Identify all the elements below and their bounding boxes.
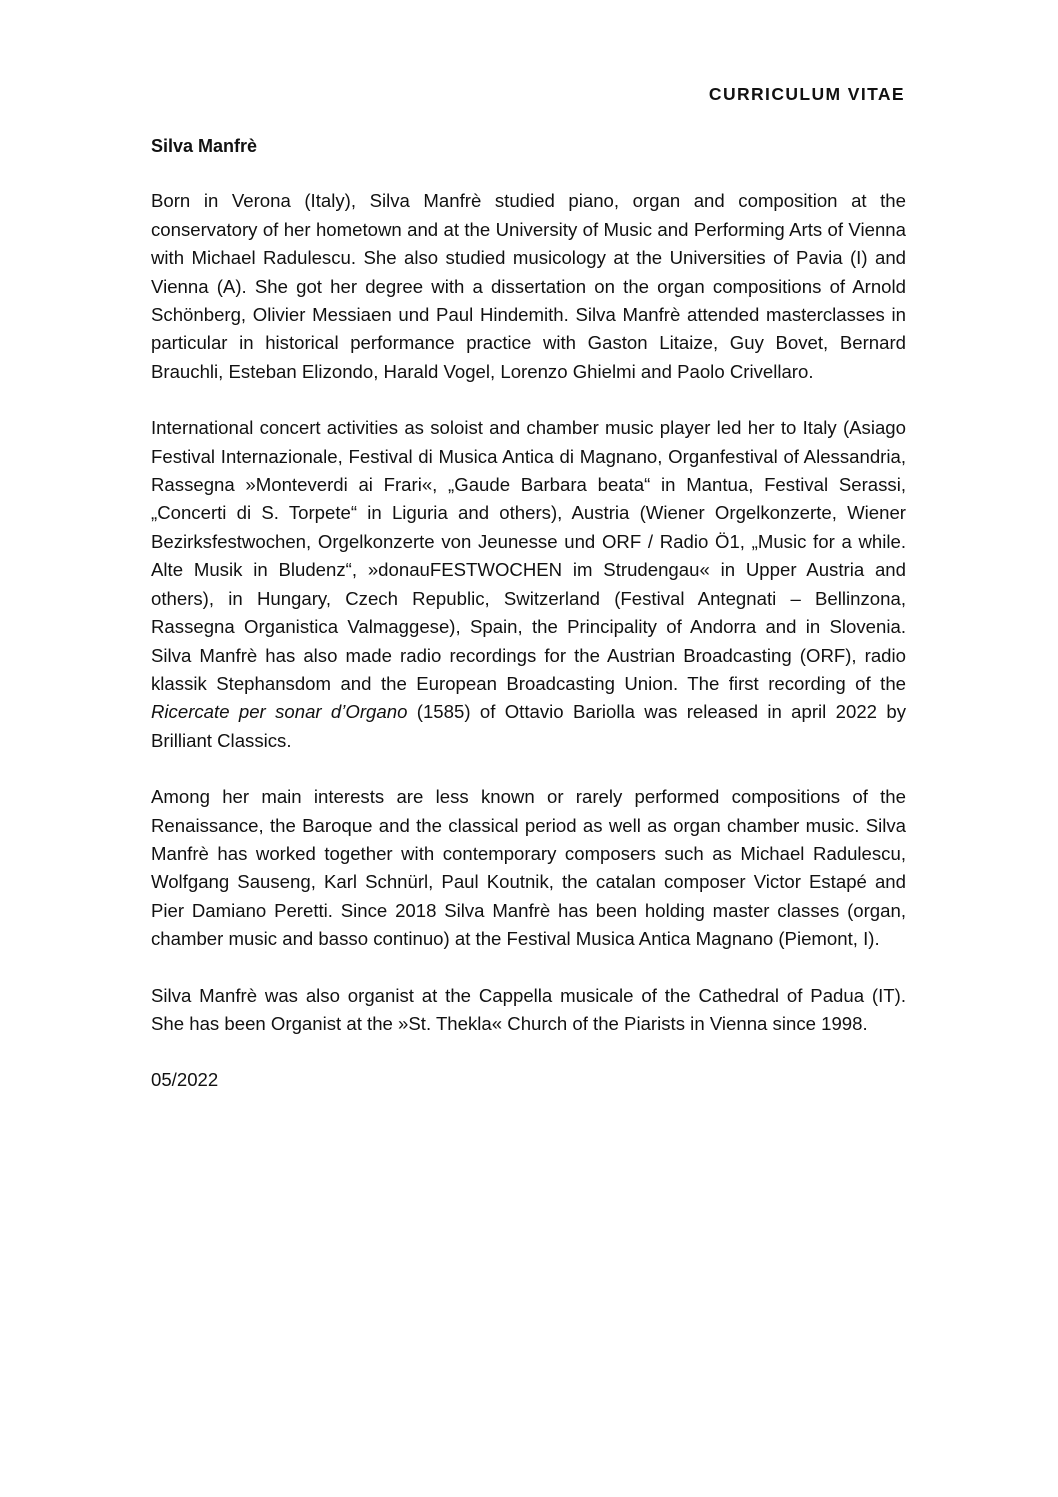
recording-title: Ricercate per sonar d’Organo (151, 701, 408, 723)
document-title: CURRICULUM VITAE (708, 84, 905, 104)
document-date: 05/2022 (151, 1069, 219, 1091)
paragraph-concerts-text: International concert activities as soloist and chamber music player led her to Italy (Asiago Festival Internazionale, Festival di Musica Antica di Magnano, Organfestival of Alessandria, Rassegna »Monteverdi ai Frari«, „Gaude Barbara beata“ in Mantua, Festival Serassi, „Concerti di S. Torpete“ in Liguria and others), Austria (Wiener Orgelkonzerte, Wiener Bezirksfestwochen, Orgelkonzerte von Jeunesse und ORF / Radio Ö1, „Music for a while. Alte Musik in Bludenz“, »donauFESTWOCHEN im Strudengau« in Upper Austria and others), in Hungary, Czech Republic, Switzerland (Festival Antegnati – Bellinzona, Rassegna Organistica Valmaggese), Spain, the Principality of Andorra and in Slovenia. Silva Manfrè has also made radio recordings for the Austrian Broadcasting (ORF), radio klassik Stephansdom and the European Broadcasting Union. The first recording of the (151, 417, 906, 694)
paragraph-concerts-text-end: (1585) of Ottavio Bariolla was released in april 2022 by Brilliant Classics. (151, 701, 906, 751)
paragraph-interests: Among her main interests are less known or rarely performed compositions of the Renaissance, the Baroque and the classical period as well as organ chamber music. Silva Manfrè has worked together with contemporary composers such as Michael Radulescu, Wolfgang Sauseng, Karl Schnürl, Paul Koutnik, the catalan composer Victor Estapé and Pier Damiano Peretti. Since 2018 Silva Manfrè has been holding master classes (organ, chamber music and basso continuo) at the Festival Musica Antica Magnano (Piemont, I). (151, 786, 906, 950)
paragraph-concerts (151, 414, 906, 755)
paragraph-organist: Silva Manfrè was also organist at the Cappella musicale of the Cathedral of Padua (IT). She has been Organist at the »St. Thekla« Church of the Piarists in Vienna since 1998. (151, 984, 906, 1034)
person-name: Silva Manfrè (151, 136, 258, 156)
paragraph-education: Born in Verona (Italy), Silva Manfrè studied piano, organ and composition at the conservatory of her hometown and at the University of Music and Performing Arts of Vienna with Michael Radulescu. She also studied musicology at the Universities of Pavia (I) and Vienna (A). She got her degree with a dissertation on the organ compositions of Arnold Schönberg, Olivier Messiaen und Paul Hindemith. Silva Manfrè attended masterclasses in particular in historical performance practice with Gaston Litaize, Guy Bovet, Bernard Brauchli, Esteban Elizondo, Harald Vogel, Lorenzo Ghielmi and Paolo Crivellaro. (151, 190, 906, 382)
document-body (151, 132, 906, 1095)
